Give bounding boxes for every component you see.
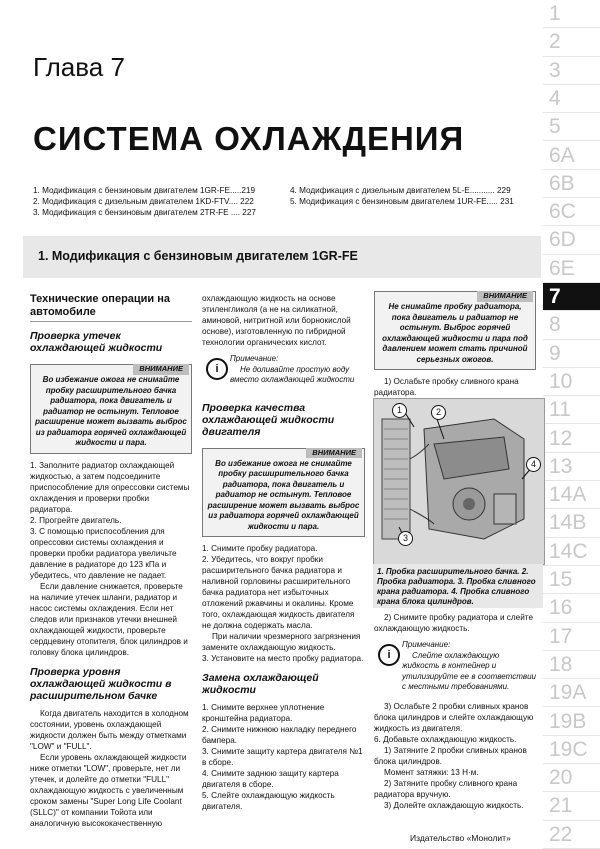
column-2 [202, 293, 365, 812]
paragraph: 3) Ослабьте 2 пробки сливных кранов блока цилиндров и слейте охлаждающую жидкость из двигателя. [374, 701, 534, 733]
chapter-tab-15[interactable]: 15 [543, 566, 600, 594]
paragraph: охлаждающую жидкость на основе этиленгликоля (а не на силикатной, аминовой, нитритной или борнокислой основе), изготовленную по гибридной технологии органических кислот. [202, 294, 351, 347]
chapter-tab-6e[interactable]: 6E [543, 255, 600, 283]
chapter-tab-11[interactable]: 11 [543, 396, 600, 424]
paragraph: Если уровень охлаждающей жидкости ниже отметки "LOW", проверьте, нет ли утечек, и долейте до отметки "FULL" охлаждающую жидкость с увеличенным сроком замены "Super Long Life Coolant (SLLC)" от компании Тойота или аналогичную высококачественную [30, 752, 187, 828]
chapter-tab-7[interactable]: 7 [543, 283, 600, 311]
paragraph: Когда двигатель находится в холодном состоянии, уровень охлаждающей жидкости должен быть между отметками "LOW" и "FULL". [30, 708, 189, 751]
warning-label: ВНИМАНИЕ [133, 364, 189, 375]
callout-2: 2 [431, 405, 446, 420]
heading-leak-check: Проверка утечек охлаждающей жидкости [30, 330, 163, 354]
chapter-tab-18[interactable]: 18 [543, 651, 600, 679]
callout-3: 3 [398, 531, 413, 546]
paragraph: 1) Ослабьте пробку сливного крана радиатора. [374, 377, 519, 397]
chapter-tab-6b[interactable]: 6B [543, 170, 600, 198]
column-3-top [374, 291, 536, 398]
chapter-tab-22[interactable]: 22 [543, 821, 600, 849]
chapter-tab-6d[interactable]: 6D [543, 226, 600, 254]
paragraph: 4. Снимите заднюю защиту картера двигателя в сборе. [202, 769, 339, 789]
chapter-tab-14b[interactable]: 14B [543, 509, 600, 537]
warning-box [202, 448, 365, 538]
chapter-tab-12[interactable]: 12 [543, 425, 600, 453]
chapter-tab-10[interactable]: 10 [543, 368, 600, 396]
chapter-tab-14c[interactable]: 14C [543, 538, 600, 566]
note-block [374, 640, 536, 693]
note-label: Примечание: [230, 354, 279, 363]
callout-1: 1 [392, 403, 407, 418]
chapter-tab-8[interactable]: 8 [543, 311, 600, 339]
chapter-label: Глава 7 [33, 52, 125, 82]
toc-item[interactable]: 5. Модификация с бензиновым двигателем 1UR-FE..... 231 [290, 197, 514, 206]
chapter-tab-9[interactable]: 9 [543, 340, 600, 368]
chapter-tab-13[interactable]: 13 [543, 453, 600, 481]
chapter-tab-21[interactable]: 21 [543, 792, 600, 820]
chapter-tab-19a[interactable]: 19A [543, 679, 600, 707]
paragraph: 2) Затяните пробку сливного крана радиатора вручную. [374, 778, 518, 799]
paragraph: При наличии чрезмерного загрязнения замените охлаждающую жидкость. [202, 632, 361, 652]
info-icon: i [378, 644, 400, 666]
paragraph: 2. Прогрейте двигатель. [30, 515, 122, 525]
paragraph: 2. Убедитесь, что вокруг пробки расширительного бачка радиатора и наливной горловины расширительного бачка радиатора нет избыточных отложений ржавчины и окалины. Кроме того, охлаждающая жидкость двигателя не должна содержать масла. [202, 555, 355, 630]
engine-figure [373, 398, 545, 565]
chapter-tab-19b[interactable]: 19B [543, 708, 600, 736]
note-block [202, 354, 365, 386]
paragraph: 1) Затяните 2 пробки сливных кранов блока цилиндров. [374, 745, 527, 766]
paragraph: Если давление снижается, проверьте на наличие утечек шланги, радиатор и насос системы охлаждения. Если нет следов или признаков утечки внешней охлаждающей жидкости, проверьте сердцевину отопителя, блок цилиндров и головку блока цилиндров. [30, 581, 188, 657]
paragraph: 1. Снимите пробку радиатора. [202, 544, 318, 553]
section-banner [23, 236, 541, 278]
publisher-footer: Издательство «Монолит» [410, 833, 511, 843]
warning-text: Не снимайте пробку радиатора, пока двигатель и радиатор не остынут. Выброс горячей охлаждающей жидкости и пара под давлением может стать причиной серьезных ожогов. [382, 302, 528, 364]
heading-operations: Технические операции на автомобиле [30, 293, 192, 322]
heading-replace: Замена охлаждающей жидкости [202, 672, 319, 696]
note-text: Не доливайте простую воду вместо охлаждающей жидкости [230, 364, 355, 384]
chapter-tab-1[interactable]: 1 [543, 0, 600, 28]
chapter-tab-19c[interactable]: 19C [543, 736, 600, 764]
chapter-tab-16[interactable]: 16 [543, 594, 600, 622]
warning-text: Во избежание ожога не снимайте пробку расширительного бачка радиатора, пока двигатель и радиатор не остынут. Тепловое расширение может вызвать выброс из радиатора горячей охлаждающей жидкости и пара. [35, 375, 187, 447]
paragraph: 5. Слейте охлаждающую жидкость двигателя. [202, 791, 335, 811]
page-title: СИСТЕМА ОХЛАЖДЕНИЯ [33, 120, 465, 157]
paragraph: 3. Установите на место пробку радиатора. [202, 654, 364, 663]
chapter-tab-5[interactable]: 5 [543, 113, 600, 141]
toc-item[interactable]: 1. Модификация с бензиновым двигателем 1GR-FE.....219 [33, 186, 256, 195]
warning-box [30, 364, 192, 454]
toc-item[interactable]: 3. Модификация с бензиновым двигателем 2TR-FE .... 227 [33, 208, 256, 217]
chapter-tab-20[interactable]: 20 [543, 764, 600, 792]
toc-item[interactable]: 4. Модификация с дизельным двигателем 5L-E........... 229 [290, 186, 511, 195]
paragraph: 3. С помощью приспособления для опрессовки системы охлаждения и проверки пробки радиатора увеличьте давление в радиаторе до 123 кПа и убедитесь, что давление не падает. [30, 526, 177, 580]
chapter-tab-17[interactable]: 17 [543, 623, 600, 651]
chapter-tab-6c[interactable]: 6C [543, 198, 600, 226]
note-label: Примечание: [402, 640, 451, 649]
toc-item[interactable]: 2. Модификация с дизельным двигателем 1KD-FTV.... 222 [33, 197, 254, 206]
column-3-bottom [374, 612, 536, 811]
warning-label: ВНИМАНИЕ [477, 291, 533, 302]
warning-text: Во избежание ожога не снимайте пробку расширительного бачка радиатора, пока двигатель и радиатор не остынут. Тепловое расширение может вызвать выброс из радиатора горячей охлаждающей жидкости и пара. [207, 458, 360, 531]
section-title: 1. Модификация с бензиновым двигателем 1GR-FE [38, 249, 358, 263]
chapter-tab-6a[interactable]: 6A [543, 142, 600, 170]
chapter-tab-index [543, 0, 600, 849]
figure-caption: 1. Пробка расширительного бачка. 2. Пробка радиатора. 3. Пробка сливного крана радиатора. 4. Пробка сливного крана блока цилиндров. [373, 564, 543, 608]
heading-quality-check: Проверка качества охлаждающей жидкости двигателя [202, 401, 335, 438]
chapter-tab-3[interactable]: 3 [543, 57, 600, 85]
paragraph: 1. Заполните радиатор охлаждающей жидкостью, а затем подсоедините приспособление для опрессовки системы охлаждения и проверки пробки радиатора. [30, 460, 190, 514]
note-text: Слейте охлаждающую жидкость в контейнер и утилизируйте ее в соответствии с местными требованиями. [402, 650, 536, 691]
heading-level-check: Проверка уровня охлаждающей жидкости в расширительном бачке [30, 665, 172, 702]
paragraph: 6. Добавьте охлаждающую жидкость. [374, 734, 517, 744]
chapter-tab-2[interactable]: 2 [543, 28, 600, 56]
paragraph: 2) Снимите пробку радиатора и слейте охлаждающую жидкость. [374, 613, 534, 633]
paragraph: Момент затяжки: 13 Н·м. [384, 767, 479, 777]
column-1 [30, 293, 192, 829]
callout-4: 4 [526, 457, 541, 472]
paragraph: 3) Долейте охлаждающую жидкость. [384, 800, 524, 810]
paragraph: 1. Снимите верхнее уплотнение кронштейна радиатора. [202, 703, 325, 723]
paragraph: 2. Снимите нижнюю накладку переднего бампера. [202, 725, 357, 745]
chapter-tab-14a[interactable]: 14A [543, 481, 600, 509]
info-icon: i [206, 358, 228, 380]
paragraph: 3. Снимите защиту картера двигателя №1 в сборе. [202, 747, 363, 767]
warning-label: ВНИМАНИЕ [306, 448, 362, 459]
chapter-tab-4[interactable]: 4 [543, 85, 600, 113]
warning-box [374, 291, 536, 370]
